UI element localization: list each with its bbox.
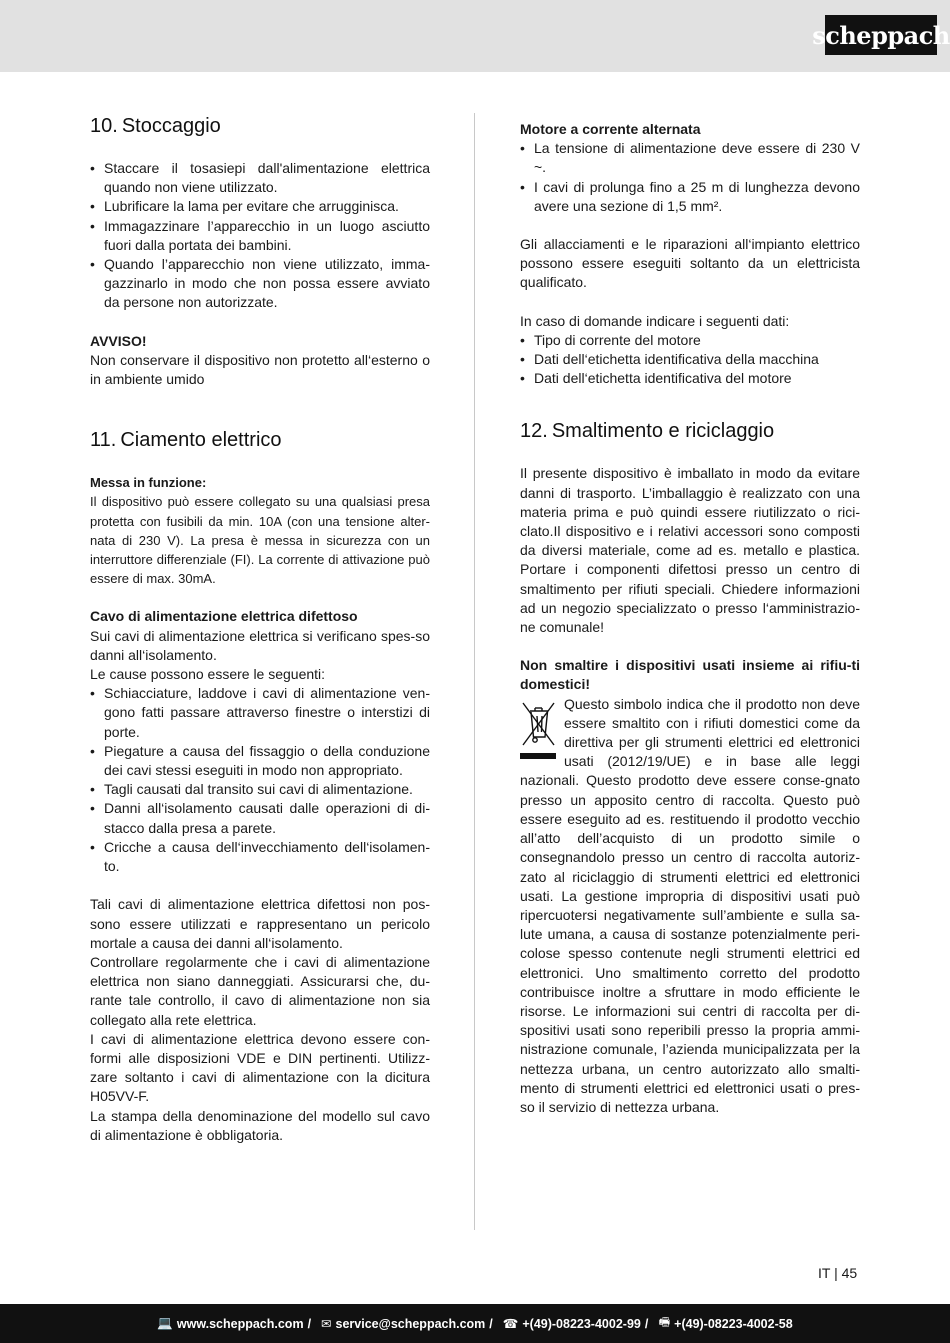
list-item: • Danni all‘isolamento causati dalle operazioni di di-stacco dalla presa a parete.: [90, 799, 430, 837]
list-item: • Tagli causati dal transito sui cavi di alimentazione.: [90, 780, 430, 799]
right-column: [520, 113, 860, 1117]
footer-bar: 💻 www.scheppach.com / ✉ service@scheppach.com / ☎ +(49)-08223-4002-99 / 🖷 +(49)-08223-4002-58: [0, 1304, 950, 1343]
computer-icon: 💻: [157, 1316, 173, 1330]
email-link[interactable]: service@scheppach.com: [335, 1316, 486, 1331]
domande-list: [520, 331, 860, 389]
list-item: • Quando l’apparecchio non viene utilizzato, imma-gazzinarlo in modo che non possa essere avviato da persone non autorizzate.: [90, 255, 430, 313]
telephone-icon: ☎: [502, 1317, 519, 1331]
domande-intro: In caso di domande indicare i seguenti dati:: [520, 312, 790, 329]
cavo-title: Cavo di alimentazione elettrica difettoso: [90, 608, 358, 625]
phone-number: +(49)-08223-4002-99: [522, 1316, 641, 1331]
messa-text: Il dispositivo può essere collegato su una qualsiasi presa protetta con fusibili da min. 10A (con una tensione alter-nata di 230 V). La presa è messa in sicurezza con un interruttore differenziale (FI). La corrente di attivazione può essere di max. 30mA.: [90, 494, 430, 587]
list-item: • Tipo di corrente del motore: [520, 331, 860, 350]
fax-number: +(49)-08223-4002-58: [674, 1316, 793, 1331]
disposal-paragraph: Il presente dispositivo è imballato in modo da evitare danni di trasporto. L’imballaggio è realizzato con una materia prima e può quindi essere riutilizzato o rici-clato.Il dispositivo e i relativi accessori sono composti da diversi materiale, come ad es. metallo e plastica. Portare i componenti difettosi presso un centro di smaltimento per rifiuti speciali. Chiedere informazioni ad un negozio specializzato o presso l‘amministrazio-ne comunale!: [520, 465, 860, 636]
crossed-out-bin-icon: [520, 699, 556, 761]
list-item: • Piegature a causa del fissaggio o della conduzione dei cavi stessi eseguiti in modo non appropriato.: [90, 742, 430, 780]
website-link[interactable]: www.scheppach.com: [176, 1316, 304, 1331]
storage-list: [90, 159, 430, 313]
disposal-warning-text: Questo simbolo indica che il prodotto non deve essere smaltito con i rifiuti domestici come da direttiva per gli strumenti elettrici ed elettronici usati (2012/19/UE) e in base alle leggi nazionali. Questo prodotto deve essere conse-gnato presso un apposito centro di raccolta. Questo può essere eseguito ad es. restituendo il prodotto vecchio all’atto dell’acquisto di un prodotto simile o consegnandolo presso un centro di raccolta autoriz-zato al riciclaggio di strumenti elettrici ed elettronici usati. La gestione impropria di dispositivi usati può ripercuotersi negativamente sull’ambiente e sulla sa-lute umana, a causa di sostanze potenzialmente peri-colose spesso contenute negli strumenti elettrici ed elettronici. Uno smaltimento corretto del prodotto contribuisce inoltre a sfruttare in modo efficiente le risorse. Le informazioni sui centri di raccolta per di-spositivi usati sono reperibili presso la propria ammi-nistrazione comunale, l’azienda municipalizzata per la nettezza urbana, un centro autorizzato allo smalti-mento di strumenti elettrici ed elettronici usati o pres-so il servizio di nettezza urbana.: [520, 695, 860, 1115]
column-divider: [474, 113, 475, 1230]
section-10-heading: 10. Stoccaggio: [90, 115, 221, 137]
list-item: • Lubrificare la lama per evitare che arrugginisca.: [90, 197, 430, 216]
header-bar: [0, 0, 950, 72]
warning-text: Non conservare il dispositivo non protetto all‘esterno o in ambiente umido: [90, 351, 430, 388]
cavo-list: [90, 684, 430, 876]
list-item: • Staccare il tosasiepi dall'alimentazione elettrica quando non viene utilizzato.: [90, 159, 430, 197]
section-11-heading: 11. Ciamento elettrico: [90, 429, 282, 452]
envelope-icon: ✉: [321, 1317, 332, 1331]
motore-title: Motore a corrente alternata: [520, 121, 701, 137]
list-item: • Dati dell‘etichetta identificativa della macchina: [520, 350, 860, 369]
paragraph: Controllare regolarmente che i cavi di alimentazione elettrica non siano danneggiati. Assicurarsi che, du-rante tale controllo, il cavo di alimentazione non sia collegato alla rete elettrica.: [90, 953, 430, 1028]
list-item: • Immagazzinare l’apparecchio in un luogo asciutto fuori dalla portata dei bambini.: [90, 217, 430, 255]
warning-title: AVVISO!: [90, 332, 147, 349]
brand-logo: scheppach: [825, 15, 937, 55]
cavo-intro: Le cause possono essere le seguenti:: [90, 666, 326, 683]
paragraph: La stampa della denominazione del modello sul cavo di alimentazione è obbligatoria.: [90, 1107, 430, 1143]
allacciamenti-text: Gli allacciamenti e le riparazioni all‘impianto elettrico possono essere eseguiti soltanto da un elettricista qualificato.: [520, 236, 860, 291]
disposal-warning-block: [520, 695, 860, 1117]
motore-list: [520, 139, 860, 216]
disposal-warning-title: Non smaltire i dispositivi usati insieme ai rifiu-ti domestici!: [520, 657, 860, 693]
section-12-heading: 12. Smaltimento e riciclaggio: [520, 420, 775, 443]
fax-icon: 🖷: [658, 1315, 671, 1329]
cavo-intro: Sui cavi di alimentazione elettrica si verificano spes-so danni all‘isolamento.: [90, 627, 430, 663]
left-column: [90, 113, 430, 1145]
list-item: • La tensione di alimentazione deve essere di 230 V ~.: [520, 139, 860, 177]
page-number: IT | 45: [818, 1265, 858, 1281]
messa-title: Messa in funzione:: [90, 475, 207, 491]
paragraph: Tali cavi di alimentazione elettrica difettosi non pos-sono essere utilizzati e rappresentano un pericolo mortale a causa dei danni all‘isolamento.: [90, 896, 430, 951]
paragraph: I cavi di alimentazione elettrica devono essere con-formi alle disposizioni VDE e DIN pertinenti. Utilizz-zare soltanto i cavi di alimentazione con la dicitura H05VV-F.: [90, 1030, 430, 1105]
list-item: • Schiacciature, laddove i cavi di alimentazione ven-gono fatti passare attraverso finestre o interstizi di porte.: [90, 684, 430, 742]
list-item: • I cavi di prolunga fino a 25 m di lunghezza devono avere una sezione di 1,5 mm².: [520, 178, 860, 216]
list-item: • Cricche a causa dell‘invecchiamento dell‘isolamen-to.: [90, 838, 430, 876]
list-item: • Dati dell‘etichetta identificativa del motore: [520, 369, 860, 388]
